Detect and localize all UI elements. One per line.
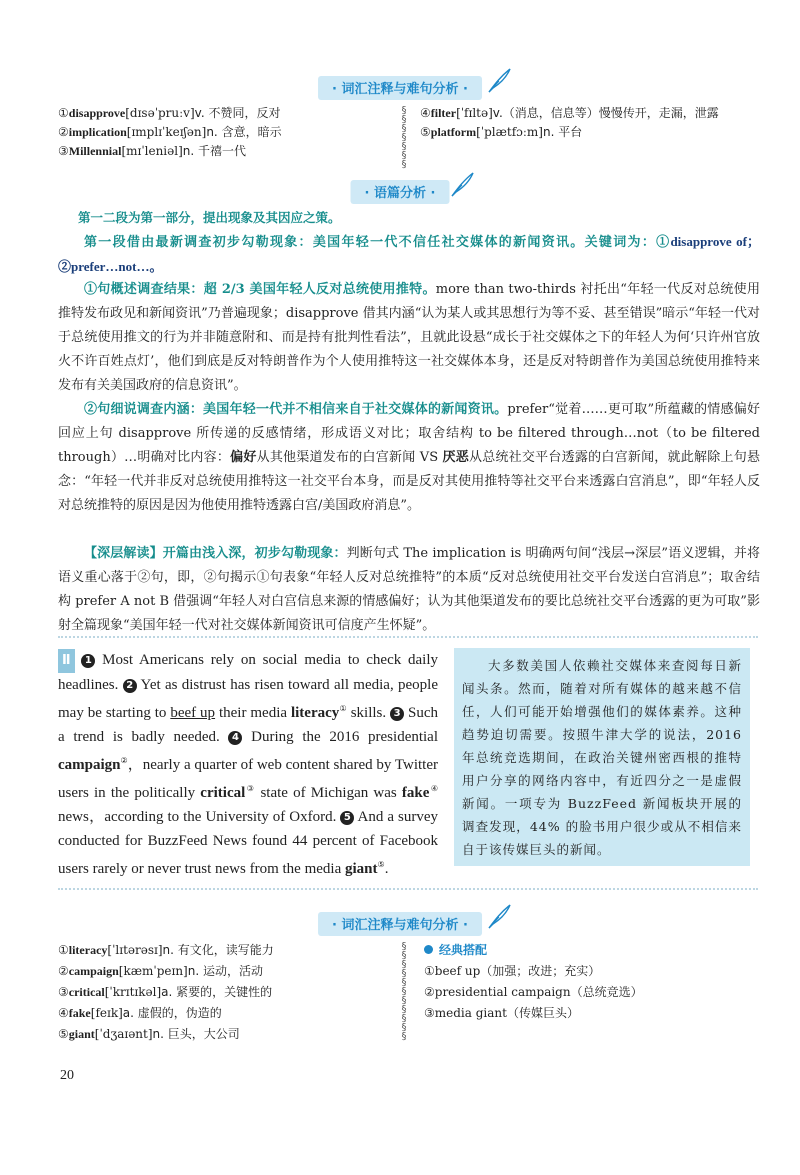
- vocab-list-left-1: [58, 104, 388, 161]
- spiral-divider: § § § § § § § § § § §: [400, 941, 408, 1042]
- spiral-divider: § § § § § § §: [400, 105, 408, 170]
- collocation-item: ②presidential campaign（总统竞选）: [424, 985, 643, 999]
- vocab-section-title: · 词汇注释与难句分析 ·: [318, 76, 482, 100]
- sentence-number: 5: [340, 811, 354, 825]
- collocation-title: 经典搭配: [424, 940, 764, 961]
- section-divider: [58, 888, 758, 890]
- analysis-intro: 第一二段为第一部分，提出现象及其因应之策。: [78, 210, 341, 225]
- vocab-item: ③Millennial[mɪˈleniəl]n. 千禧一代: [58, 144, 247, 158]
- vocab-item: ④fake[feɪk]a. 虚假的，伪造的: [58, 1006, 222, 1020]
- bullet-icon: [424, 945, 433, 954]
- passage-analysis-title: · 语篇分析 ·: [351, 180, 450, 204]
- quill-icon: [485, 902, 513, 930]
- page-number: 20: [60, 1068, 74, 1083]
- vocab-item: ②implication[ɪmplɪˈkeɪʃən]n. 含意，暗示: [58, 125, 282, 139]
- vocab-item: ①disapprove[dɪsəˈpruːv]v. 不赞同，反对: [58, 106, 281, 120]
- vocab-item: ⑤platform[ˈplætfɔːm]n. 平台: [420, 125, 583, 139]
- section-divider: [58, 636, 758, 638]
- collocation-item: ③media giant（传媒巨头）: [424, 1006, 579, 1020]
- vocab-list-right-1: [420, 104, 765, 142]
- vocab-section-title: · 词汇注释与难句分析 ·: [318, 912, 482, 936]
- analysis-sentence2: ②句细说调查内涵：美国年轻一代并不相信来自于社交媒体的新闻资讯。prefer“觉着……更可取”所蕴藏的情感偏好回应上句 disapprove 所传递的反感情绪，形成语义对比；取舍结构 to be filtered through…not（to be filtered through）…明确对比内容：偏好从其他渠道发布的白宫新闻 VS 厌恶从总统社交平台透露的白宫新闻，就此解除上句悬念：“年轻一代并非反对总统使用推特这一社交平台本身，而是反对其使用推特等社交平台来透露白宫消息”，即“年轻人反对总统推特的原因是因为他使用推特透露白宫/美国政府消息”。: [58, 402, 760, 513]
- vocab-item: ③critical[ˈkrɪtɪkəl]a. 紧要的，关键性的: [58, 985, 273, 999]
- collocation-list: [424, 940, 764, 1024]
- vocab-list-left-2: [58, 940, 388, 1045]
- vocab-item: ④filter[ˈfɪltə]v.（消息，信息等）慢慢传开，走漏，泄露: [420, 106, 719, 120]
- analysis-deep-reading: 【深层解读】开篇由浅入深，初步勾勒现象：判断句式 The implication is 明确两句间“浅层→深层”语义逻辑，并将语义重心落于②句，即，②句揭示①句表象“年轻人反对总统推特”的本质“反对总统使用社交平台发送白宫消息”；取舍结构 prefer A not B 借强调“年轻人对白宫信息来源的情感偏好；认为其他渠道发布的要比总统社交平台透露的更为可取”影射全篇现象“美国年轻一代对社交媒体新闻资讯可信度产生怀疑”。: [58, 546, 760, 633]
- sentence-number: 1: [81, 654, 95, 668]
- collocation-item: ①beef up（加强；改进；充实）: [424, 964, 601, 978]
- sentence-number: 2: [123, 679, 137, 693]
- analysis-para1: 第一段借由最新调查初步勾勒现象：美国年轻一代不信任社交媒体的新闻资讯。关键词为：①disapprove of；②prefer…not…。: [58, 234, 760, 274]
- analysis-sentence1: ①句概述调查结果：超 2/3 美国年轻人反对总统使用推特。more than two-thirds 衬托出“年轻一代反对总统使用推特发布政见和新闻资讯”乃普遍现象；disapprove 借其内涵“认为某人或其思想行为等不妥、甚至错误”暗示“年轻一代对于总统使用推文的行为并非随意附和、而是持有批判性看法”，且就此设悬“成长于社交媒体之下的年轻人为何‘只许州官放火不许百姓点灯’，他们到底是反对特朗普作为个人使用推特这一社交媒体本身，还是反对特朗普作为美国总统使用推特来发布有关美国政府的信息资讯”。: [58, 282, 760, 393]
- sentence-number: 3: [390, 707, 404, 721]
- sentence-number: 4: [228, 731, 242, 745]
- vocab-item: ⑤giant[ˈdʒaɪənt]n. 巨头，大公司: [58, 1027, 240, 1041]
- quill-icon: [485, 66, 513, 94]
- quill-icon: [448, 170, 476, 198]
- translation-box: 大多数美国人依赖社交媒体来查阅每日新闻头条。然而，随着对所有媒体的越来越不信任，人们可能开始增强他们的媒体素养。这种趋势迫切需要。按照牛津大学的说法，2016 年总统竞选期间，在政治关键州密西根的推特用户分享的网络内容中，有近四分之一是虚假新闻。一项专为 BuzzFeed 新闻板块开展的调查发现，44% 的脸书用户很少或从不相信来自于该传媒巨头的新闻。: [454, 648, 750, 866]
- vocab-item: ①literacy[ˈlɪtərəsɪ]n. 有文化，读写能力: [58, 943, 274, 957]
- english-passage: Ⅱ 1 Most Americans rely on social media to check daily headlines. 2 Yet as distrust has risen toward all media, people may be starting to beef up their media literacy① skills. 3 Such a trend is badly needed. 4 During the 2016 presidential campaign②，nearly a quarter of web content shared by Twitter users in the politically critical③ state of Michigan was fake④ news，according to the University of Oxford. 5 And a survey conducted for BuzzFeed News found 44 percent of Facebook users rarely or never trust news from the media giant⑤.: [58, 648, 438, 881]
- vocab-item: ②campaign[kæmˈpeɪn]n. 运动，活动: [58, 964, 263, 978]
